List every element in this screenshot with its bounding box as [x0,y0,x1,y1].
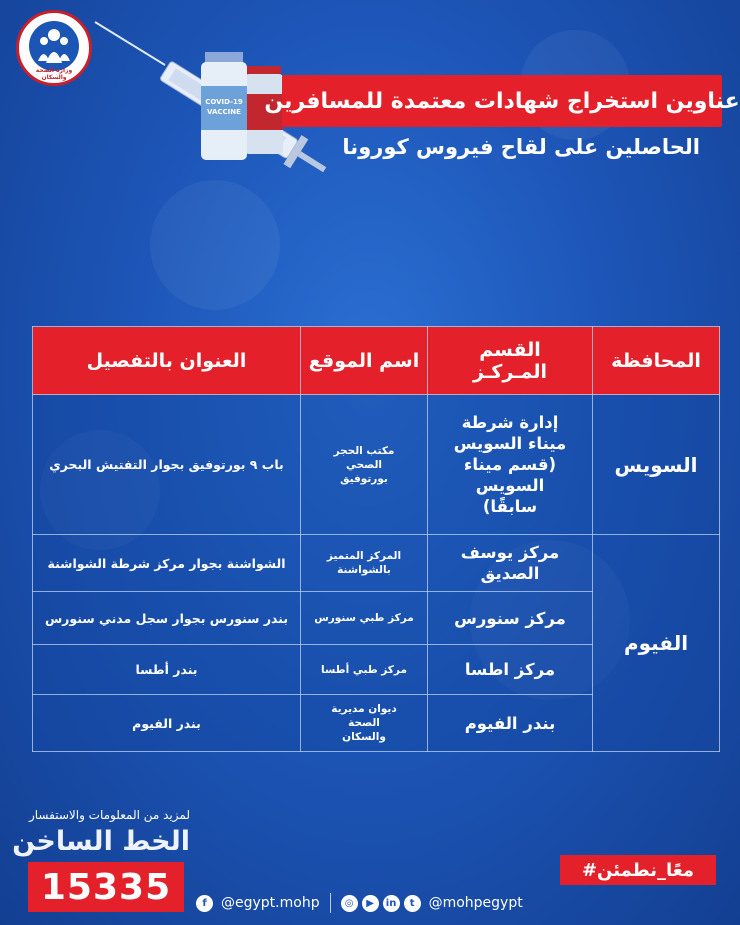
address-cell: بندر أطسا [33,645,301,695]
site-cell: مركز طبي أطسا [301,645,428,695]
facebook-handle[interactable]: @egypt.mohp [221,895,320,911]
table-header-row [33,327,720,395]
header-dept-line2: المـركـز [472,360,548,383]
family-icon [29,21,79,71]
address-cell: الشواشنة بجوار مركز شرطة الشواشنة [33,535,301,592]
instagram-icon[interactable]: ◎ [341,895,358,912]
hashtag-box [560,855,716,885]
page-title: عناوين استخراج شهادات معتمدة للمسافرين [264,88,740,114]
linkedin-icon[interactable]: in [383,895,400,912]
header-department [428,327,593,395]
header-governorate: المحافظة [593,327,720,395]
facebook-icon[interactable]: f [196,895,213,912]
address-cell: باب ٩ بورتوفيق بجوار التفتيش البحري [33,395,301,535]
svg-text:COVID-19: COVID-19 [205,98,243,106]
twitter-icon[interactable]: t [404,895,421,912]
header-dept-line1: القسم [479,338,541,361]
more-info-text: لمزيد من المعلومات والاستفسار [28,808,190,822]
table-row [33,535,720,592]
department-cell: مركز اطسا [428,645,593,695]
department-text: مركز يوسف الصديق [460,543,560,583]
youtube-icon[interactable]: ▶ [362,895,379,912]
site-text: مكتب الحجر الصحي بورتوفيق [333,444,395,485]
department-cell: مركز سنورس [428,592,593,645]
site-cell [301,395,428,535]
department-cell [428,395,593,535]
department-text: إدارة شرطة ميناء السويس (قسم ميناء السويس سابقًا) [453,413,567,516]
title-banner [264,75,740,127]
hashtag-text: #معًا_نطمئن [581,859,695,881]
address-cell: بندر الفيوم [33,695,301,752]
header-site: اسم الموقع [301,327,428,395]
locations-table [32,326,720,752]
site-cell [301,695,428,752]
background-decoration [150,180,280,310]
address-cell: بندر سنورس بجوار سجل مدني سنورس [33,592,301,645]
department-cell [428,535,593,592]
hotline-label: الخط الساخن [12,826,190,857]
divider [330,893,331,913]
svg-text:VACCINE: VACCINE [207,108,241,116]
page-subtitle: الحاصلين على لقاح فيروس كورونا [342,135,700,159]
ministry-logo [16,10,92,86]
table-row [33,395,720,535]
governorate-cell: السويس [593,395,720,535]
site-cell: مركز طبي سنورس [301,592,428,645]
social-bar [196,888,636,918]
department-cell: بندر الفيوم [428,695,593,752]
hotline-number: 15335 [40,866,172,908]
social-handle[interactable]: @mohpegypt [428,895,523,911]
governorate-cell: الفيوم [593,535,720,752]
site-text: ديوان مديرية الصحة والسكان [331,703,397,743]
header-address: العنوان بالتفصيل [33,327,301,395]
logo-text: وزارة الصحة والسكان [35,67,73,81]
site-cell: المركز المتميز بالشواشنة [301,535,428,592]
hotline-box [28,862,184,912]
